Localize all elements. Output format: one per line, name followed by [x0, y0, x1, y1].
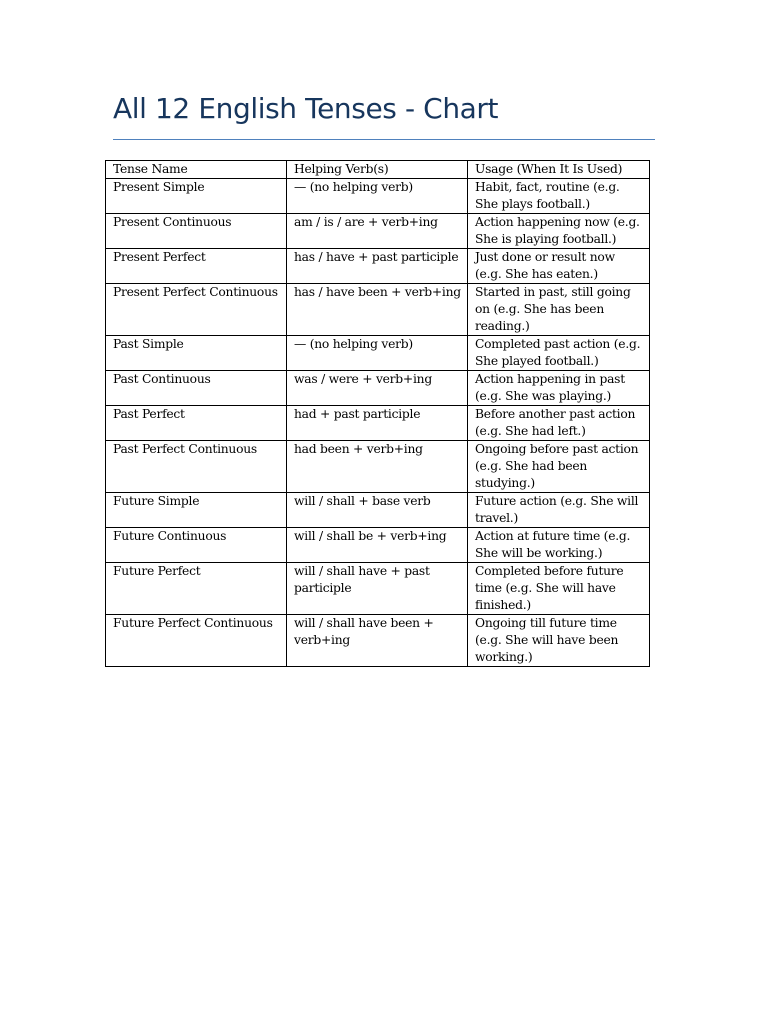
usage-cell: Completed past action (e.g. She played football.) — [468, 336, 650, 371]
helping-verb-cell: will / shall have + past participle — [287, 563, 468, 615]
usage-cell: Action happening in past (e.g. She was playing.) — [468, 371, 650, 406]
tense-name-cell: Past Continuous — [106, 371, 287, 406]
helping-verb-cell: will / shall have been + verb+ing — [287, 615, 468, 667]
header-helping-verbs: Helping Verb(s) — [287, 161, 468, 179]
table-row — [106, 249, 650, 284]
helping-verb-cell: — (no helping verb) — [287, 179, 468, 214]
usage-cell: Habit, fact, routine (e.g. She plays football.) — [468, 179, 650, 214]
table-row — [106, 371, 650, 406]
helping-verb-cell: had been + verb+ing — [287, 441, 468, 493]
usage-cell: Future action (e.g. She will travel.) — [468, 493, 650, 528]
helping-verb-cell: will / shall be + verb+ing — [287, 528, 468, 563]
tense-name-cell: Future Simple — [106, 493, 287, 528]
page-title: All 12 English Tenses - Chart — [113, 92, 499, 125]
tense-name-cell: Present Perfect — [106, 249, 287, 284]
tense-name-cell: Past Perfect Continuous — [106, 441, 287, 493]
tense-name-cell: Present Perfect Continuous — [106, 284, 287, 336]
tense-name-cell: Present Simple — [106, 179, 287, 214]
table-row — [106, 179, 650, 214]
usage-cell: Ongoing till future time (e.g. She will have been working.) — [468, 615, 650, 667]
usage-cell: Before another past action (e.g. She had left.) — [468, 406, 650, 441]
header-usage: Usage (When It Is Used) — [468, 161, 650, 179]
helping-verb-cell: — (no helping verb) — [287, 336, 468, 371]
header-tense-name: Tense Name — [106, 161, 287, 179]
table-header-row — [106, 161, 650, 179]
helping-verb-cell: has / have + past participle — [287, 249, 468, 284]
usage-cell: Action happening now (e.g. She is playing football.) — [468, 214, 650, 249]
tense-name-cell: Past Simple — [106, 336, 287, 371]
table-row — [106, 441, 650, 493]
helping-verb-cell: was / were + verb+ing — [287, 371, 468, 406]
table-row — [106, 493, 650, 528]
helping-verb-cell: will / shall + base verb — [287, 493, 468, 528]
tense-name-cell: Past Perfect — [106, 406, 287, 441]
table-row — [106, 528, 650, 563]
table-row — [106, 336, 650, 371]
tense-name-cell: Future Perfect Continuous — [106, 615, 287, 667]
table-row — [106, 406, 650, 441]
usage-cell: Just done or result now (e.g. She has eaten.) — [468, 249, 650, 284]
tense-name-cell: Future Perfect — [106, 563, 287, 615]
table-row — [106, 615, 650, 667]
usage-cell: Started in past, still going on (e.g. She has been reading.) — [468, 284, 650, 336]
usage-cell: Action at future time (e.g. She will be working.) — [468, 528, 650, 563]
table-row — [106, 563, 650, 615]
helping-verb-cell: has / have been + verb+ing — [287, 284, 468, 336]
table-row — [106, 284, 650, 336]
tense-name-cell: Future Continuous — [106, 528, 287, 563]
helping-verb-cell: am / is / are + verb+ing — [287, 214, 468, 249]
usage-cell: Ongoing before past action (e.g. She had been studying.) — [468, 441, 650, 493]
table-row — [106, 214, 650, 249]
helping-verb-cell: had + past participle — [287, 406, 468, 441]
title-underline — [113, 139, 655, 140]
tense-name-cell: Present Continuous — [106, 214, 287, 249]
usage-cell: Completed before future time (e.g. She will have finished.) — [468, 563, 650, 615]
tenses-table — [105, 160, 650, 667]
